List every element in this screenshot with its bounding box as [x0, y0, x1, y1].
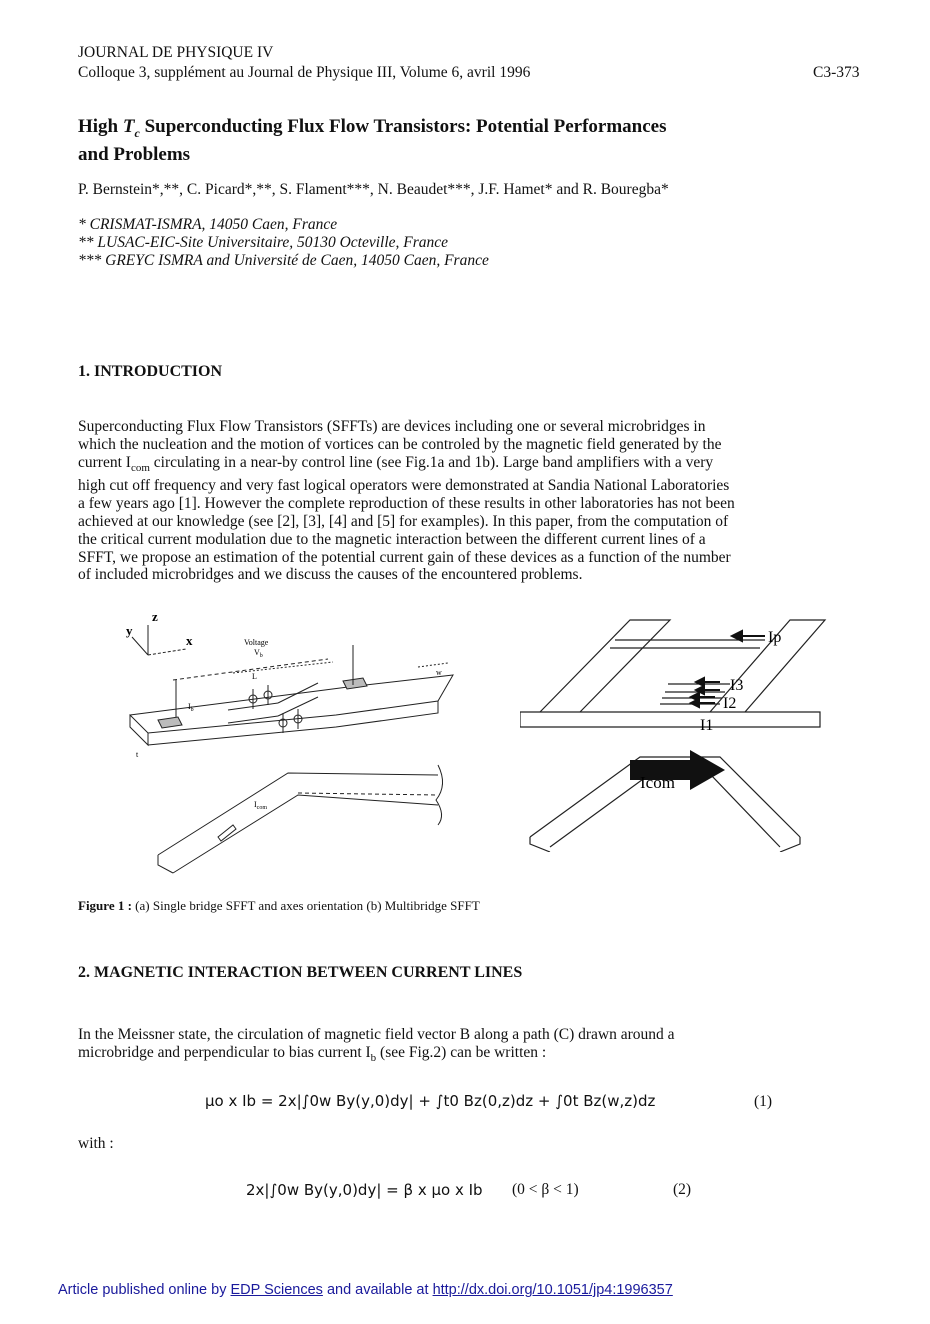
doi-link[interactable]: http://dx.doi.org/10.1051/jp4:1996357: [432, 1282, 673, 1298]
figure-1-caption: Figure 1 : (a) Single bridge SFFT and axes orientation (b) Multibridge SFFT: [78, 898, 480, 913]
journal-name: JOURNAL DE PHYSIQUE IV: [78, 44, 274, 61]
intro-paragraph: Superconducting Flux Flow Transistors (SFFTs) are devices including one or several microbridges in which the nucleation and the motion of vortices can be controled by the magnetic field generated by the current $I_{com}$ circulating in a near-by control line (see Fig.1a and 1b). Large band amplifiers with a very high cut off frequency and very fast logical operators were demonstrated at Sandia National Laboratories a few years ago [1]. However the complete reproduction of these results in other laboratories has not been achieved at our knowledge (see [2], [3], [4] and [5] for examples). In this paper, from the computation of the critical current modulation due to the magnetic interaction between the different current lines of a SFFT, we propose an estimation of the potential current gain of these devices as a function of the number of included microbridges and we discuss the causes of the encountered problems.: [78, 418, 735, 584]
with-label: with :: [78, 1135, 114, 1152]
label-i3: I3: [730, 677, 744, 694]
affiliation-3: *** GREYC ISMRA and Université de Caen, 14050 Caen, France: [78, 252, 489, 269]
equation-2: 2x|∫0w By(y,0)dy| = β x μo x Ib: [246, 1181, 483, 1199]
label-voltage: Voltage: [244, 638, 269, 647]
label-ip: Ip: [768, 629, 782, 646]
label-vb: $V_b$: [254, 648, 263, 659]
label-t: t: [136, 750, 139, 759]
axis-label-z: z: [152, 609, 158, 624]
affiliation-1: * CRISMAT-ISMRA, 14050 Caen, France: [78, 216, 338, 233]
author-list: P. Bernstein*,**, C. Picard*,**, S. Flament***, N. Beaudet***, J.F. Hamet* and R. Bouregba*: [78, 181, 669, 198]
equation-1: μo x Ib = 2x|∫0w By(y,0)dy| + ∫t0 Bz(0,z)dz + ∫0t Bz(w,z)dz: [205, 1092, 656, 1110]
equation-1-number: (1): [754, 1093, 773, 1110]
axis-label-x: x: [186, 633, 193, 648]
affiliation-2: ** LUSAC-EIC-Site Universitaire, 50130 Octeville, France: [78, 234, 449, 251]
equation-2-number: (2): [673, 1181, 692, 1198]
page-number: C3-373: [813, 64, 860, 81]
section-heading-magnetic: 2. MAGNETIC INTERACTION BETWEEN CURRENT LINES: [78, 964, 523, 981]
label-w: w: [436, 668, 442, 677]
edp-sciences-link[interactable]: EDP Sciences: [230, 1282, 323, 1298]
label-icom: $I_{com}$: [254, 800, 268, 811]
magnetic-paragraph: In the Meissner state, the circulation of magnetic field vector B along a path (C) drawn around a microbridge and perpendicular to bias current $I_b$ (see Fig.2) can be written :: [78, 1026, 675, 1064]
figure-1a-single-bridge: [118, 605, 468, 880]
label-i2: I2: [723, 695, 737, 712]
label-icom-b: Icom: [640, 773, 675, 792]
equation-2-condition: (0 < β < 1): [512, 1181, 579, 1198]
label-i1: I1: [700, 717, 714, 734]
figure-1b-multibridge: [520, 612, 830, 852]
section-heading-introduction: 1. INTRODUCTION: [78, 363, 223, 380]
axis-label-y: y: [126, 623, 133, 638]
footer-note: Article published online by EDP Sciences and available at http://dx.doi.org/10.1051/jp4:1996357: [58, 1282, 673, 1298]
colloque-line: Colloque 3, supplément au Journal de Physique III, Volume 6, avril 1996: [78, 64, 531, 81]
label-l: L: [252, 672, 257, 681]
paper-title: High $T_c$ Superconducting Flux Flow Transistors: Potential Performances and Problems: [78, 116, 667, 165]
label-ib: $I_b$: [188, 702, 194, 713]
